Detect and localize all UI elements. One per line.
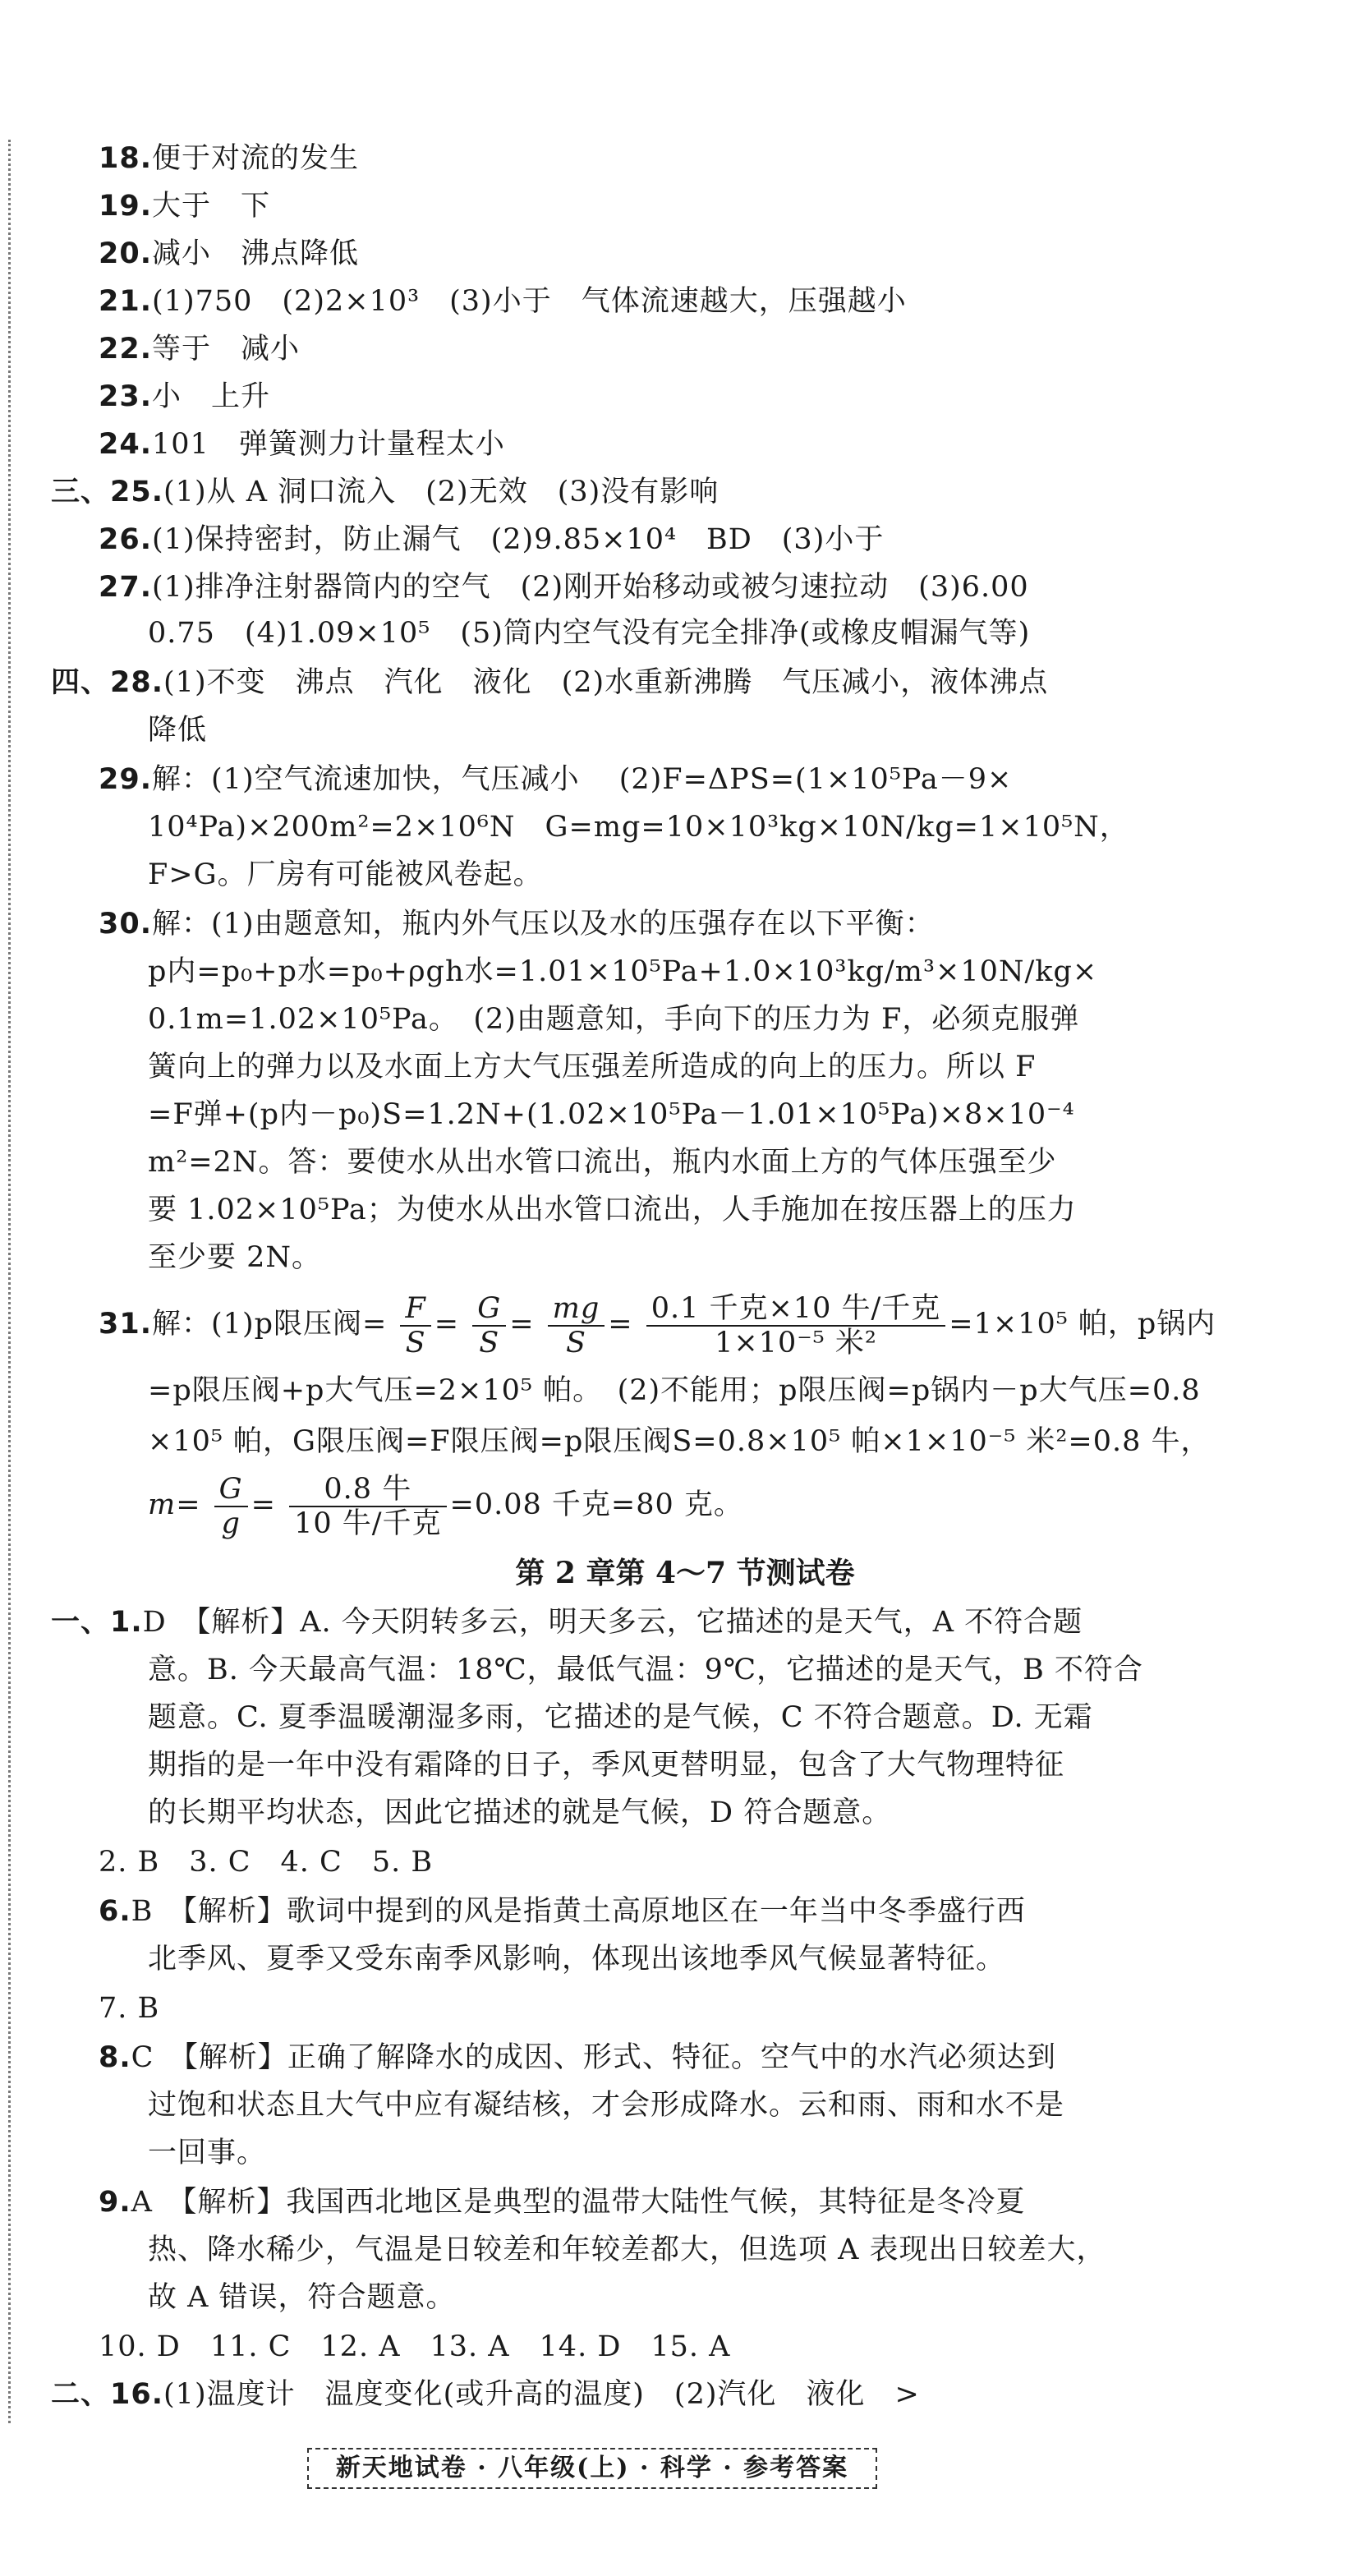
answer-21: 21.(1)750 (2)2×10³ (3)小于 气体流速越大，压强越小	[99, 285, 907, 318]
choice-1-cont-2: 题意。C. 夏季温暖潮湿多雨，它描述的是气候，C 不符合题意。D. 无霜	[148, 1701, 1093, 1734]
choice-8: 8.C 【解析】正确了解降水的成因、形式、特征。空气中的水汽必须达到	[99, 2041, 1056, 2074]
fill-16: 二、16.(1)温度计 温度变化(或升高的温度) (2)汽化 液化 >	[51, 2377, 920, 2411]
answer-28-cont: 降低	[148, 714, 208, 747]
answer-29-cont-2: F>G。厂房有可能被风卷起。	[148, 858, 543, 891]
answer-30-cont-3: 簧向上的弹力以及水面上方大气压强差所造成的向上的压力。所以 F	[148, 1051, 1037, 1083]
answer-20: 20.减小 沸点降低	[99, 237, 360, 270]
answer-30-cont-7: 至少要 2N。	[148, 1241, 322, 1274]
choice-8-cont-2: 一回事。	[148, 2137, 267, 2169]
answer-25: 三、25.(1)从 A 洞口流入 (2)无效 (3)没有影响	[51, 475, 719, 508]
fraction-mg-S: $\frac{mg}{S}$	[548, 1292, 605, 1359]
answer-24: 24.101 弹簧测力计量程太小	[99, 428, 505, 461]
answer-30-cont-1: p内=p₀+p水=p₀+ρgh水=1.01×10⁵Pa+1.0×10³kg/m³×10N/kg×	[148, 955, 1098, 988]
answer-30-cont-5: m²=2N。答：要使水从出水管口流出，瓶内水面上方的气体压强至少	[148, 1146, 1057, 1179]
answer-22: 22.等于 减小	[99, 333, 301, 366]
answer-23: 23.小 上升	[99, 380, 271, 413]
answer-27-cont: 0.75 (4)1.09×10⁵ (5)筒内空气没有完全排净(或橡皮帽漏气等)	[148, 617, 1031, 650]
fraction-G-S: $\frac{G}{S}$	[472, 1292, 506, 1359]
answer-26: 26.(1)保持密封，防止漏气 (2)9.85×10⁴ BD (3)小于	[99, 523, 885, 556]
choice-6: 6.B 【解析】歌词中提到的风是指黄土高原地区在一年当中冬季盛行西	[99, 1895, 1026, 1928]
answer-29: 29.解：(1)空气流速加快，气压减小 (2)F=ΔPS=(1×10⁵Pa－9×	[99, 763, 1013, 796]
choice-1-cont-1: 意。B. 今天最高气温：18℃，最低气温：9℃，它描述的是天气，B 不符合	[148, 1654, 1143, 1686]
choice-10-15: 10. D 11. C 12. A 13. A 14. D 15. A	[99, 2330, 731, 2363]
answer-31: 31.解：(1)p限压阀= $\frac{F}{S}$ = $\frac{G}{S}$ = $\frac{mg}{S}$ = $\frac{\text{0.1 千克×10 牛/千克}}{\text{1×10⁻⁵ 米²}}$ =1×10⁵ 帕，p锅内	[99, 1291, 1216, 1359]
choice-2-5: 2. B 3. C 4. C 5. B	[99, 1846, 434, 1879]
choice-1: 一、1.D 【解析】A. 今天阴转多云，明天多云，它描述的是天气，A 不符合题	[51, 1605, 1083, 1639]
answer-27: 27.(1)排净注射器筒内的空气 (2)刚开始移动或被匀速拉动 (3)6.00	[99, 571, 1029, 604]
answer-30: 30.解：(1)由题意知，瓶内外气压以及水的压强存在以下平衡：	[99, 908, 935, 941]
answer-30-cont-2: 0.1m=1.02×10⁵Pa。 (2)由题意知，手向下的压力为 F，必须克服弹	[148, 1003, 1080, 1036]
answer-31-cont-2: ×10⁵ 帕，G限压阀=F限压阀=p限压阀S=0.8×10⁵ 帕×1×10⁻⁵ 米²=0.8 牛，	[148, 1425, 1211, 1458]
choice-9-cont-1: 热、降水稀少，气温是日较差和年较差都大，但选项 A 表现出日较差大，	[148, 2233, 1106, 2266]
choice-1-cont-4: 的长期平均状态，因此它描述的就是气候，D 符合题意。	[148, 1796, 892, 1829]
answer-19: 19.大于 下	[99, 190, 271, 223]
choice-8-cont-1: 过饱和状态且大气中应有凝结核，才会形成降水。云和雨、雨和水不是	[148, 2089, 1065, 2122]
choice-9-cont-2: 故 A 错误，符合题意。	[148, 2281, 456, 2314]
fraction-mass: $\frac{\text{0.8 牛}}{\text{10 牛/千克}}$	[289, 1473, 446, 1540]
answer-29-cont-1: 10⁴Pa)×200m²=2×10⁶N G=mg=10×10³kg×10N/kg=1×10⁵N，	[148, 811, 1129, 844]
answer-31-cont-3: m= $\frac{G}{g}$ = $\frac{\text{0.8 牛}}{\text{10 牛/千克}}$ =0.08 千克=80 克。	[148, 1472, 743, 1540]
fraction-numeric: $\frac{\text{0.1 千克×10 牛/千克}}{\text{1×10⁻⁵ 米²}}$	[646, 1292, 946, 1359]
answer-30-cont-4: =F弹+(p内－p₀)S=1.2N+(1.02×10⁵Pa－1.01×10⁵Pa)×8×10⁻⁴	[148, 1098, 1075, 1131]
choice-6-cont: 北季风、夏季又受东南季风影响，体现出该地季风气候显著特征。	[148, 1943, 1006, 1976]
answer-30-cont-6: 要 1.02×10⁵Pa；为使水从出水管口流出，人手施加在按压器上的压力	[148, 1194, 1077, 1226]
choice-7: 7. B	[99, 1992, 160, 2025]
fraction-G-g: $\frac{G}{g}$	[214, 1473, 248, 1540]
answer-18: 18.便于对流的发生	[99, 142, 360, 175]
choice-9: 9.A 【解析】我国西北地区是典型的温带大陆性气候，其特征是冬冷夏	[99, 2186, 1026, 2219]
fraction-F-S: $\frac{F}{S}$	[400, 1292, 430, 1359]
choice-1-cont-3: 期指的是一年中没有霜降的日子，季风更替明显，包含了大气物理特征	[148, 1749, 1065, 1782]
dotted-cut-line	[8, 140, 11, 2423]
answer-28: 四、28.(1)不变 沸点 汽化 液化 (2)水重新沸腾 气压减小，液体沸点	[51, 665, 1049, 699]
answer-31-cont-1: =p限压阀+p大气压=2×10⁵ 帕。 (2)不能用；p限压阀=p锅内－p大气压=0.8	[148, 1374, 1201, 1407]
chapter-title: 第 2 章第 4～7 节测试卷	[515, 1556, 855, 1590]
footer-label: 新天地试卷 · 八年级(上) · 科学 · 参考答案	[307, 2448, 877, 2489]
